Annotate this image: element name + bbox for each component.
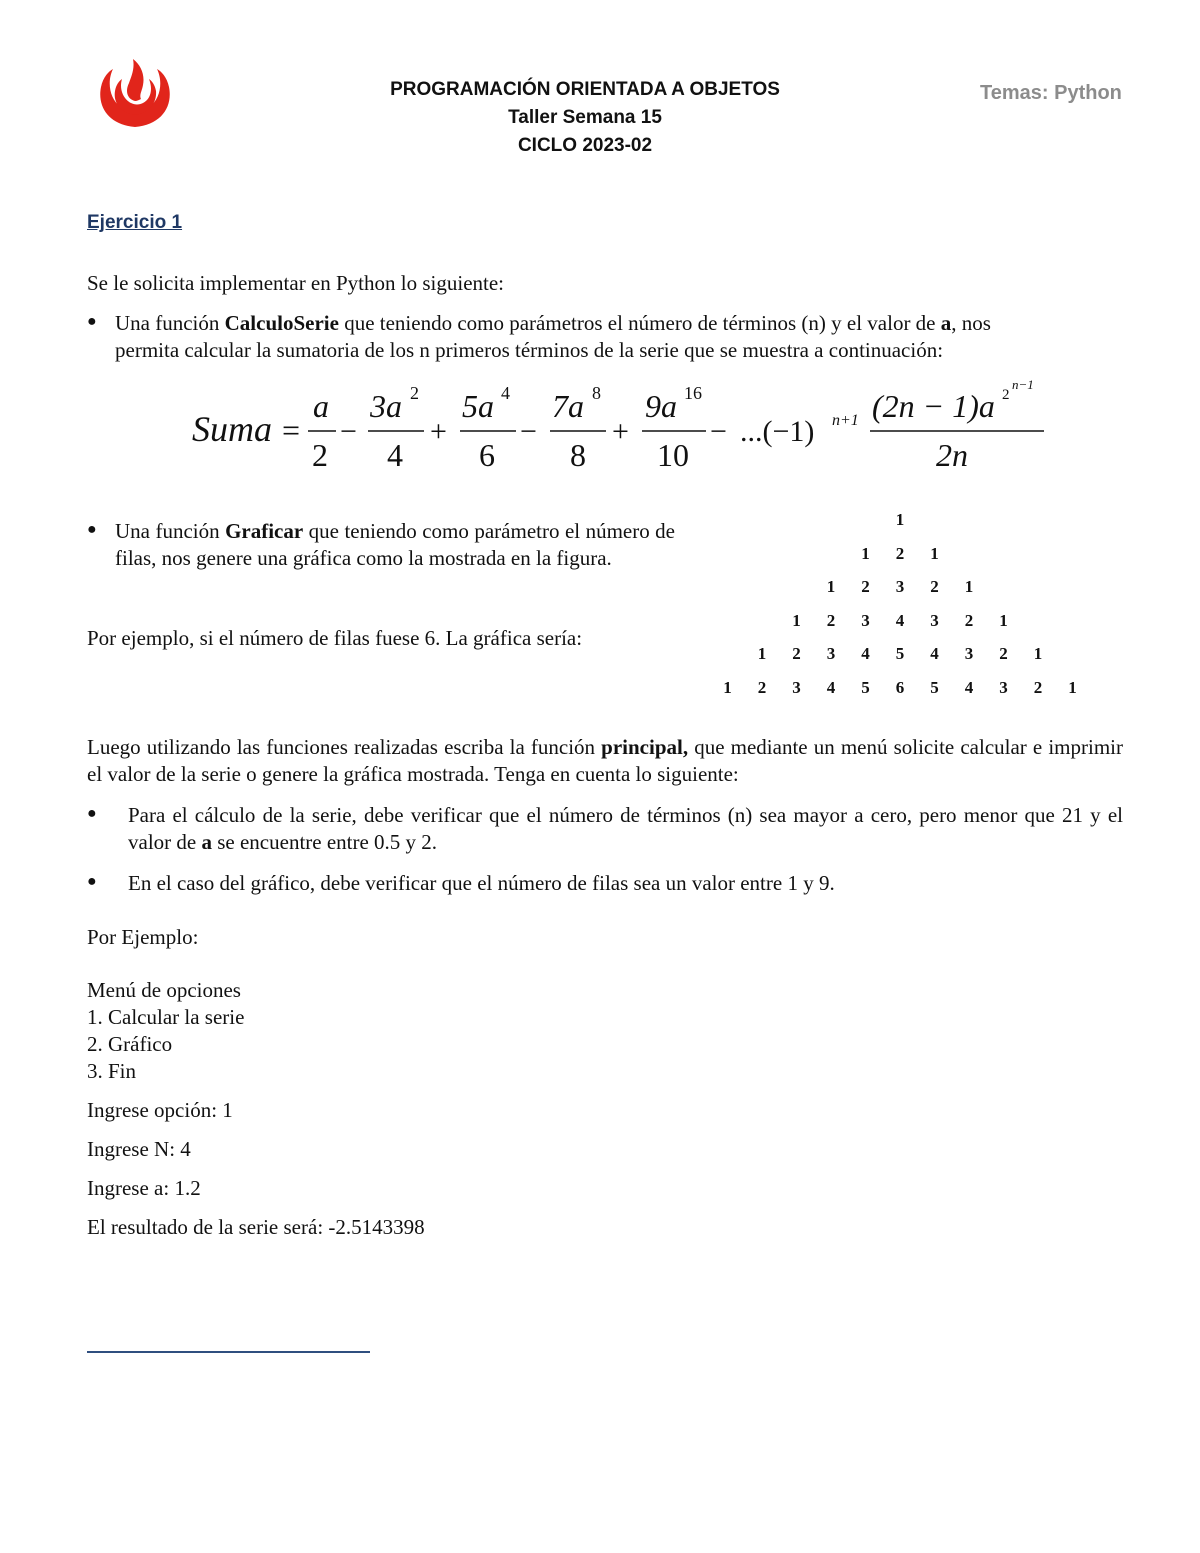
- bullet-dot-icon: ●: [87, 313, 97, 330]
- pyramid-number: 4: [930, 644, 939, 664]
- term5-den: 10: [657, 437, 689, 473]
- bullet-2-text: [115, 518, 675, 572]
- pyramid-number: 3: [999, 678, 1008, 697]
- pyramid-number: 1: [999, 610, 1008, 630]
- footnote-separator: [87, 1351, 370, 1353]
- then-pre: Luego utilizando las funciones realizadas escriba la función: [87, 735, 602, 759]
- pyramid-number: 2: [895, 543, 905, 563]
- formula-equals: =: [282, 412, 301, 448]
- pyramid-number: 1: [930, 543, 939, 563]
- menu-item: 3. Fin: [87, 1059, 137, 1083]
- example-rows-text: Por ejemplo, si el número de filas fuese 6. La gráfica sería:: [87, 626, 583, 650]
- menu-title: Menú de opciones: [87, 978, 241, 1002]
- io-line: El resultado de la serie será: -2.5143398: [87, 1215, 425, 1239]
- term5-num: 9a: [645, 388, 677, 424]
- example-title: Por Ejemplo:: [87, 925, 199, 949]
- general-term-num: (2n − 1)a: [872, 388, 995, 424]
- pyramid-number: 1: [861, 543, 870, 563]
- term2-num: 3a: [370, 388, 402, 424]
- bullet-dot-icon: ●: [87, 805, 97, 822]
- function-name-graficar: Graficar: [225, 519, 304, 543]
- function-name-principal: principal,: [601, 735, 689, 759]
- bullet-1-line2: permita calcular la sumatoria de los n primeros términos de la serie que se muestra a continuación:: [115, 338, 944, 362]
- pyramid-number: 5: [861, 678, 870, 697]
- sign-exp: n+1: [832, 412, 859, 429]
- bullet-dot-icon: ●: [87, 521, 97, 538]
- op-minus-2: −: [520, 415, 537, 448]
- pyramid-number: 2: [826, 610, 836, 630]
- pyramid-number: 2: [1033, 678, 1043, 697]
- then-post: que mediante un menú solicite calcular e imprimir el valor de la serie o genere la gráfica mostrada. Tenga en cuenta lo siguiente:: [87, 735, 1123, 786]
- term5-exp: 16: [684, 383, 702, 403]
- op-plus-2: +: [612, 415, 629, 448]
- term1-den: 2: [312, 437, 328, 473]
- general-term-exp-base: 2: [1002, 387, 1010, 403]
- io-line: Ingrese N: 4: [87, 1137, 191, 1161]
- pyramid-number: 1: [792, 610, 801, 630]
- series-formula: [190, 375, 1060, 475]
- term3-exp: 4: [501, 383, 510, 403]
- pyramid-number: 6: [895, 678, 905, 697]
- pyramid-number: 4: [964, 678, 974, 697]
- bullet-dot-icon: ●: [87, 873, 97, 890]
- general-term-den: 2n: [936, 437, 968, 473]
- workshop-title: Taller Semana 15: [508, 107, 662, 128]
- pyramid-number: 3: [792, 678, 801, 697]
- bullet-2-post: que teniendo como parámetro el número de filas, nos genere una gráfica como la mostrada en la figura.: [115, 519, 676, 570]
- upc-logo: [95, 55, 175, 135]
- term2-den: 4: [387, 437, 403, 473]
- param-a: a: [940, 311, 952, 335]
- formula-lhs: Suma: [192, 409, 272, 449]
- pyramid-number: 1: [895, 510, 905, 529]
- pyramid-number: 1: [723, 678, 732, 697]
- pyramid-number: 1: [826, 577, 836, 597]
- pyramid-number: 1: [757, 644, 767, 664]
- pyramid-number: 4: [895, 610, 905, 630]
- topic-label: Temas: Python: [980, 82, 1122, 104]
- pyramid-number: 2: [757, 678, 767, 697]
- document-header: [300, 76, 870, 160]
- intro-text: Se le solicita implementar en Python lo siguiente:: [87, 271, 505, 295]
- menu-item: 2. Gráfico: [87, 1032, 173, 1056]
- op-minus-3: −: [710, 415, 727, 448]
- main-function-text: [87, 734, 1123, 788]
- bullet-1-pre: Una función: [115, 311, 225, 335]
- pyramid-number: 5: [930, 678, 939, 697]
- op-plus-1: +: [430, 415, 447, 448]
- io-line: Ingrese a: 1.2: [87, 1176, 201, 1200]
- pyramid-number: 2: [964, 610, 974, 630]
- general-term-exp-top: n−1: [1012, 377, 1034, 392]
- number-pyramid: [700, 510, 1120, 710]
- pyramid-number: 4: [861, 644, 870, 664]
- bullet-1-post: , nos: [951, 311, 991, 335]
- pyramid-number: 2: [792, 644, 801, 664]
- op-minus-1: −: [340, 415, 357, 448]
- pyramid-number: 1: [964, 577, 974, 597]
- pyramid-number: 1: [1033, 644, 1043, 664]
- pyramid-number: 5: [895, 644, 905, 664]
- pyramid-number: 2: [861, 577, 870, 597]
- sign-factor: ...(−1): [740, 415, 815, 448]
- term4-den: 8: [570, 437, 586, 473]
- term3-num: 5a: [462, 388, 494, 424]
- cycle-title: CICLO 2023-02: [517, 135, 653, 156]
- param-a-bold: a: [201, 830, 212, 854]
- pyramid-number: 1: [1068, 678, 1077, 697]
- bullet-3-pre: Para el cálculo de la serie, debe verificar que el número de términos (n) sea mayor a cero, pero menor que 21 y el valor de: [128, 803, 1123, 854]
- pyramid-number: 3: [964, 644, 974, 664]
- pyramid-number: 3: [861, 610, 870, 630]
- pyramid-number: 4: [826, 678, 836, 697]
- pyramid-number: 3: [895, 577, 905, 597]
- pyramid-number: 2: [999, 644, 1008, 664]
- bullet-1-text: [115, 310, 1125, 364]
- function-name-calculoserie: CalculoSerie: [224, 311, 339, 335]
- pyramid-number: 3: [930, 610, 939, 630]
- exercise-title: Ejercicio 1: [87, 212, 183, 233]
- term1-num: a: [313, 388, 329, 424]
- course-title: PROGRAMACIÓN ORIENTADA A OBJETOS: [390, 79, 780, 100]
- term2-exp: 2: [410, 383, 419, 403]
- bullet-3-text: [128, 802, 1123, 856]
- term4-exp: 8: [592, 383, 601, 403]
- pyramid-number: 3: [826, 644, 836, 664]
- bullet-4-text: En el caso del gráfico, debe verificar que el número de filas sea un valor entre 1 y 9.: [128, 871, 835, 895]
- term3-den: 6: [479, 437, 495, 473]
- bullet-2-pre: Una función: [115, 519, 226, 543]
- io-line: Ingrese opción: 1: [87, 1098, 233, 1122]
- bullet-1-mid: que teniendo como parámetros el número de términos (n) y el valor de: [338, 311, 941, 335]
- pyramid-number: 2: [930, 577, 939, 597]
- term4-num: 7a: [552, 388, 584, 424]
- bullet-3-post: se encuentre entre 0.5 y 2.: [211, 830, 438, 854]
- flame-logo-icon: [95, 55, 175, 135]
- menu-item: 1. Calcular la serie: [87, 1005, 245, 1029]
